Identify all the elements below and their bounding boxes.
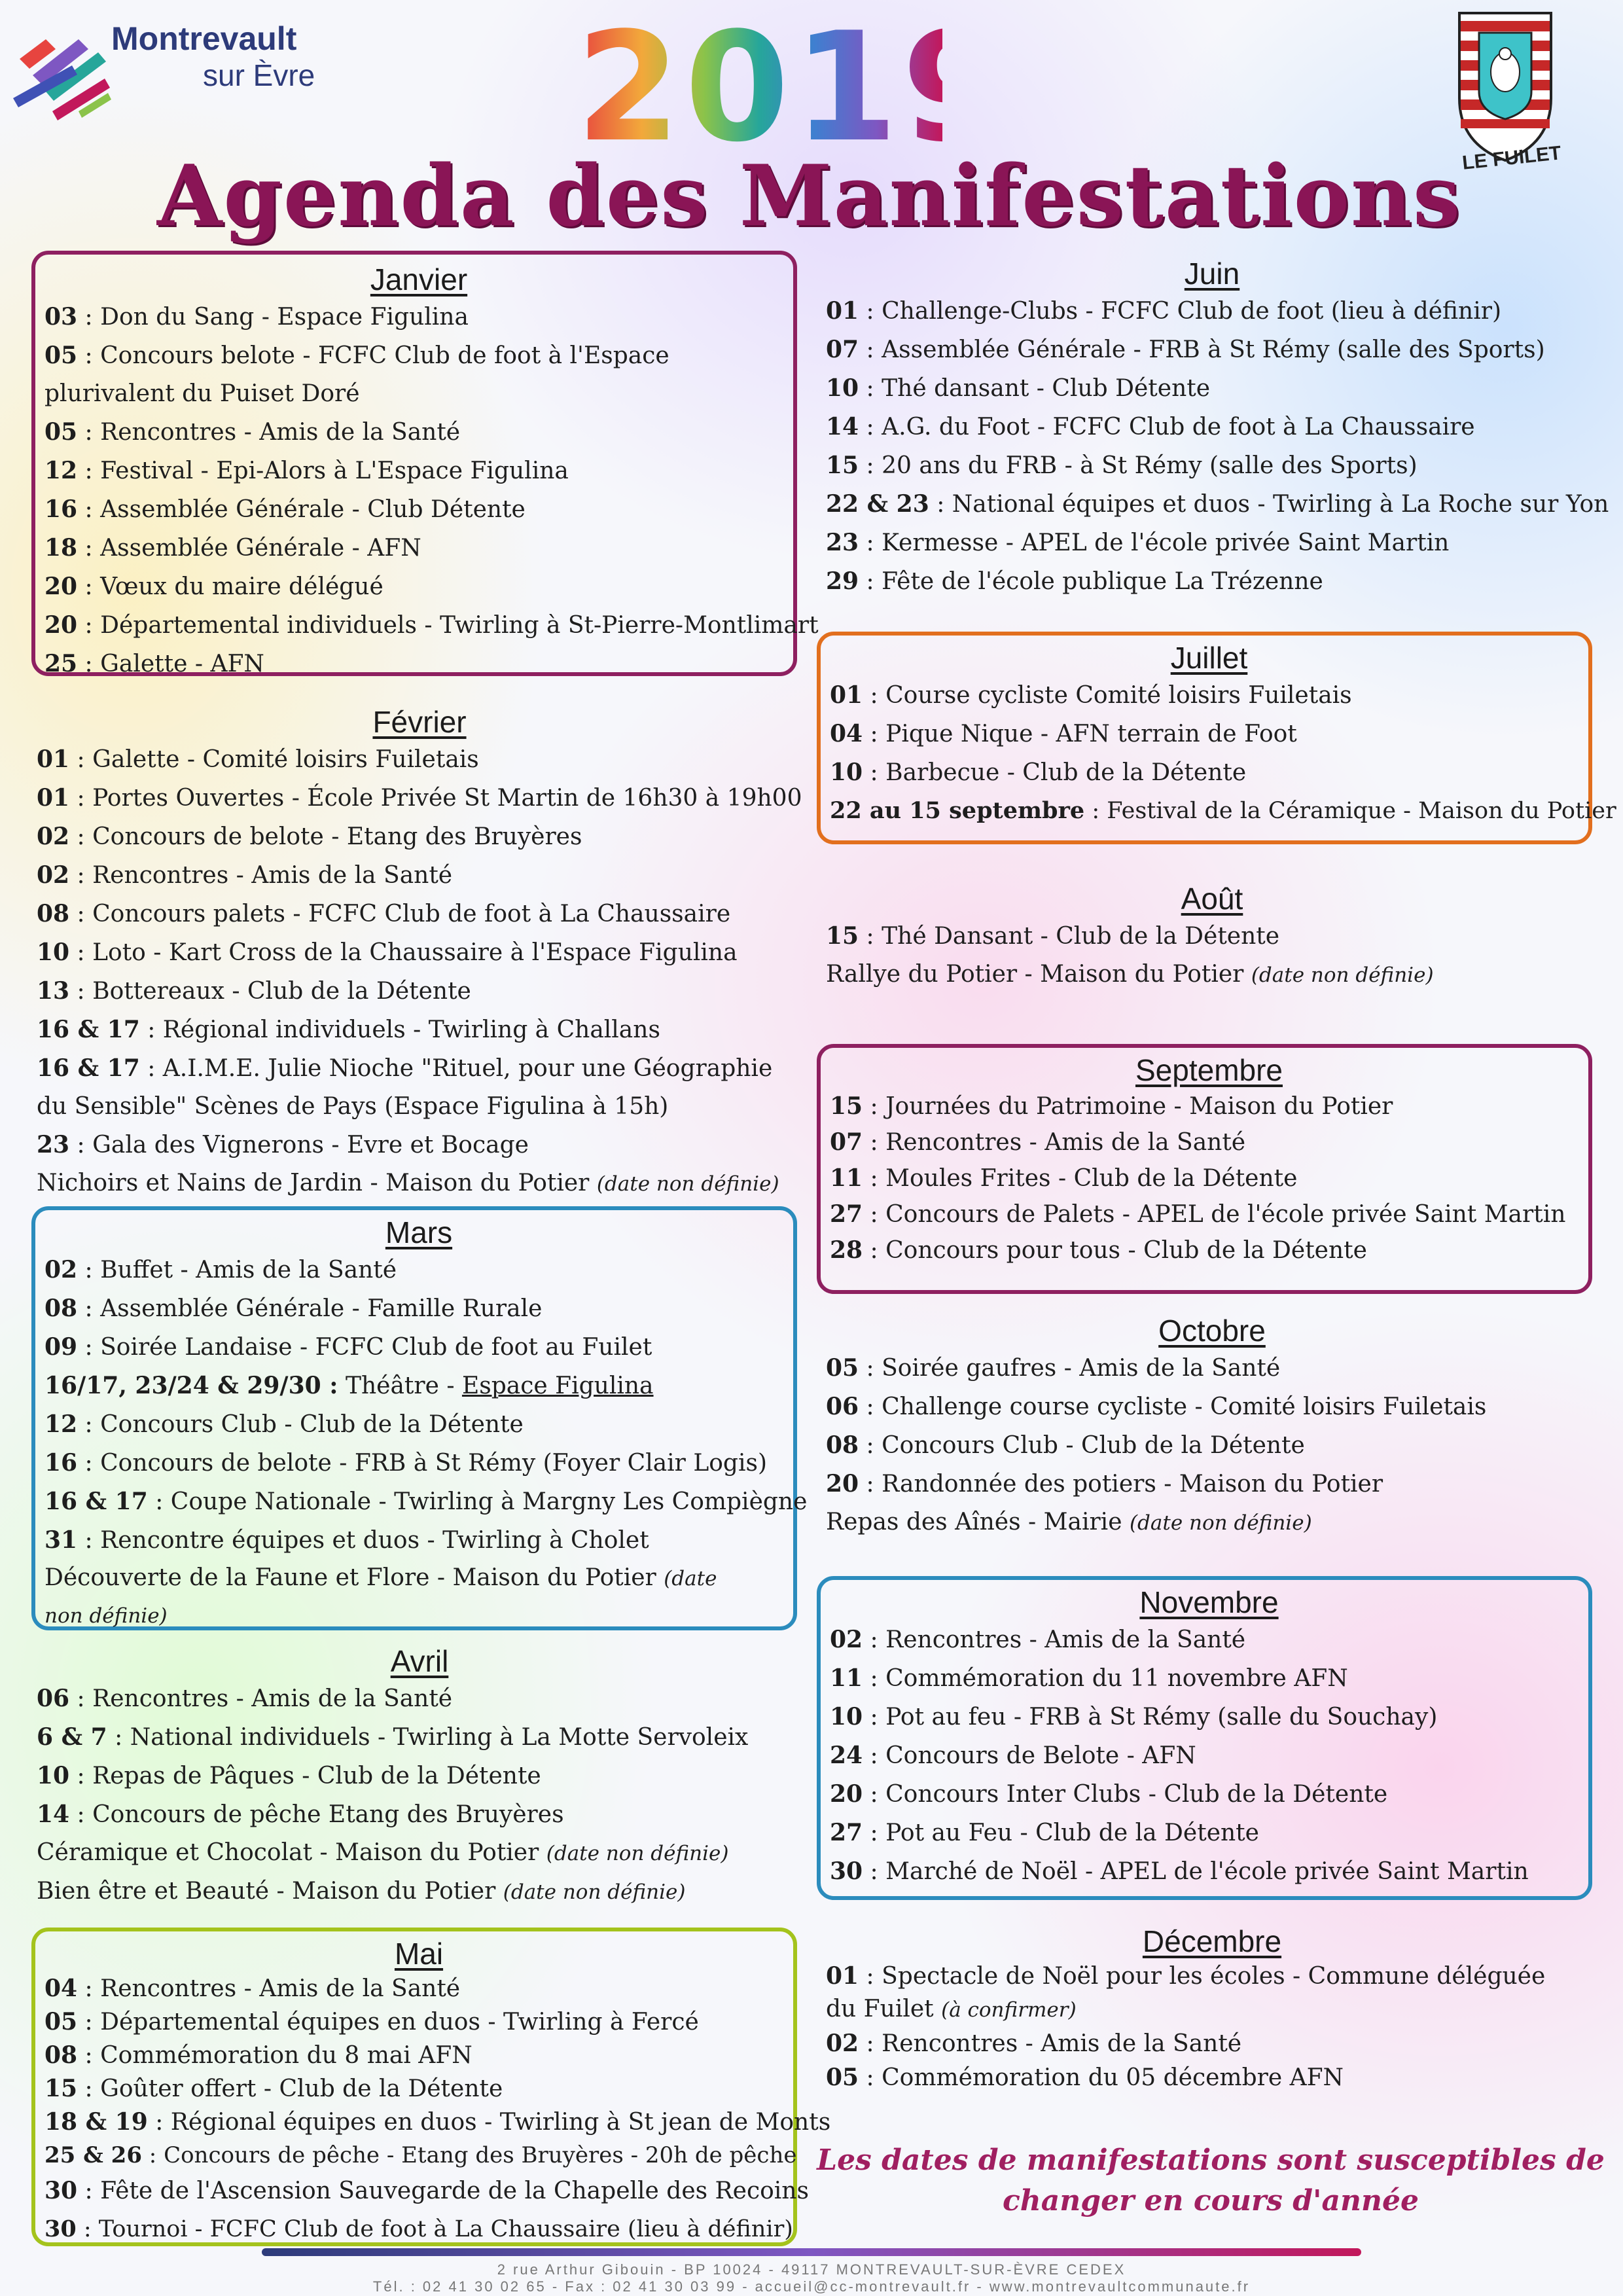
- event-item: 20 : Vœux du maire délégué: [45, 573, 383, 600]
- logo-ribbons-icon: [7, 20, 111, 131]
- event-item: 10 : Pot au feu - FRB à St Rémy (salle du Souchay): [830, 1703, 1438, 1731]
- event-item: 12 : Concours Club - Club de la Détente: [45, 1410, 524, 1438]
- event-item: 06 : Rencontres - Amis de la Santé: [37, 1685, 453, 1712]
- event-item: 16 : Concours de belote - FRB à St Rémy (Foyer Clair Logis): [45, 1449, 767, 1477]
- event-item: 29 : Fête de l'école publique La Trézenne: [826, 567, 1323, 595]
- event-item-undated: Céramique et Chocolat - Maison du Potier (date non définie): [37, 1839, 729, 1866]
- event-item: 11 : Commémoration du 11 novembre AFN: [830, 1664, 1348, 1692]
- month-title: Août: [1181, 882, 1243, 916]
- event-list: [37, 1679, 802, 1911]
- event-list: [826, 917, 1598, 994]
- event-item: 14 : Concours de pêche Etang des Bruyères: [37, 1801, 564, 1828]
- event-item: 30 : Marché de Noël - APEL de l'école privée Saint Martin: [830, 1857, 1529, 1885]
- month-title: Avril: [390, 1644, 449, 1678]
- disclaimer-note: Les dates de manifestations sont susceptibles de changer en cours d'année: [817, 2144, 1605, 2217]
- event-item: 05 : Départemental équipes en duos - Twirling à Fercé: [45, 2008, 699, 2036]
- event-item: 08 : Concours Club - Club de la Détente: [826, 1431, 1305, 1459]
- event-item: 05 : Soirée gaufres - Amis de la Santé: [826, 1354, 1281, 1382]
- event-list: [830, 1088, 1588, 1268]
- event-item: 15 : Journées du Patrimoine - Maison du Potier: [830, 1092, 1393, 1120]
- footer-address: [0, 2261, 1623, 2295]
- event-item: 03 : Don du Sang - Espace Figulina: [45, 303, 469, 331]
- event-item: 04 : Pique Nique - AFN terrain de Foot: [830, 720, 1297, 747]
- month-title: Juin: [1184, 257, 1240, 291]
- event-list: [830, 676, 1616, 830]
- event-item-undated: Découverte de la Faune et Flore - Maison du Potier (date non définie): [45, 1564, 717, 1628]
- event-item: 22 & 23 : National équipes et duos - Twirling à La Roche sur Yon: [826, 490, 1609, 518]
- event-list: [45, 1251, 808, 1634]
- event-item: 13 : Bottereaux - Club de la Détente: [37, 977, 471, 1005]
- event-item: 01 : Spectacle de Noël pour les écoles - Commune déléguée du Fuilet (à confirmer): [826, 1962, 1546, 2022]
- event-item: 16 : Assemblée Générale - Club Détente: [45, 495, 526, 523]
- month-juillet: [817, 632, 1616, 844]
- event-item: 30 : Fête de l'Ascension Sauvegarde de la Chapelle des Recoins: [45, 2177, 809, 2204]
- event-item: 15 : Goûter offert - Club de la Détente: [45, 2075, 503, 2102]
- event-item-undated: Rallye du Potier - Maison du Potier (date non définie): [826, 961, 1434, 988]
- event-item: 01 : Portes Ouvertes - École Privée St Martin de 16h30 à 19h00: [37, 784, 802, 812]
- crest-label: LE FUILET: [1461, 142, 1563, 174]
- event-item: 27 : Pot au Feu - Club de la Détente: [830, 1819, 1259, 1846]
- event-item: 10 : Loto - Kart Cross de la Chaussaire à l'Espace Figulina: [37, 939, 738, 966]
- event-item: 01 : Course cycliste Comité loisirs Fuiletais: [830, 681, 1352, 709]
- page-title: Agenda des Manifestations: [157, 147, 1462, 245]
- month-title: Septembre: [1135, 1053, 1283, 1087]
- event-item: 25 & 26 : Concours de pêche - Etang des Bruyères - 20h de pêche: [45, 2142, 797, 2168]
- event-item: 02 : Rencontres - Amis de la Santé: [37, 861, 453, 889]
- event-item: 20 : Concours Inter Clubs - Club de la Détente: [830, 1780, 1388, 1808]
- month-septembre: [817, 1044, 1592, 1294]
- event-item: 24 : Concours de Belote - AFN: [830, 1742, 1196, 1769]
- event-item: 07 : Assemblée Générale - FRB à St Rémy (salle des Sports): [826, 336, 1545, 363]
- event-item: 16 & 17 : Coupe Nationale - Twirling à Margny Les Compiègne: [45, 1488, 808, 1515]
- event-item: 06 : Challenge course cycliste - Comité loisirs Fuiletais: [826, 1393, 1487, 1420]
- event-item: 14 : A.G. du Foot - FCFC Club de foot à La Chaussaire: [826, 413, 1475, 440]
- event-item: 22 au 15 septembre : Festival de la Céramique - Maison du Potier: [830, 797, 1616, 824]
- event-item: 25 : Galette - AFN: [45, 650, 264, 677]
- event-item-undated: Bien être et Beauté - Maison du Potier (date non définie): [37, 1878, 686, 1905]
- month-decembre: [826, 1923, 1598, 2094]
- event-item: 05 : Concours belote - FCFC Club de foot à l'Espace plurivalent du Puiset Doré: [45, 342, 669, 407]
- event-item: 04 : Rencontres - Amis de la Santé: [45, 1975, 461, 2002]
- event-item: 15 : Thé Dansant - Club de la Détente: [826, 922, 1280, 950]
- event-item: 28 : Concours pour tous - Club de la Détente: [830, 1236, 1367, 1264]
- event-item: 23 : Gala des Vignerons - Evre et Bocage: [37, 1131, 529, 1158]
- event-item: 10 : Barbecue - Club de la Détente: [830, 759, 1247, 786]
- event-list: [826, 1960, 1598, 2094]
- month-title: Mars: [385, 1215, 453, 1249]
- month-juin: [826, 255, 1609, 601]
- month-octobre: [826, 1312, 1598, 1542]
- event-list: [830, 1621, 1588, 1891]
- event-item: 15 : 20 ans du FRB - à St Rémy (salle des Sports): [826, 452, 1418, 479]
- address-line: 2 rue Arthur Gibouin - BP 10024 - 49117 MONTREVAULT-SUR-ÈVRE CEDEX: [497, 2261, 1126, 2278]
- event-item: 23 : Kermesse - APEL de l'école privée Saint Martin: [826, 529, 1450, 556]
- event-item: 11 : Moules Frites - Club de la Détente: [830, 1164, 1298, 1192]
- event-item: 18 & 19 : Régional équipes en duos - Twirling à St jean de Monts: [45, 2108, 831, 2136]
- month-title: Octobre: [1158, 1314, 1266, 1348]
- month-title: Novembre: [1139, 1585, 1279, 1619]
- month-novembre: [817, 1576, 1592, 1900]
- event-item: 05 : Rencontres - Amis de la Santé: [45, 418, 461, 446]
- event-list: [45, 298, 819, 683]
- event-list: [37, 740, 802, 1203]
- event-item: 10 : Repas de Pâques - Club de la Détente: [37, 1762, 541, 1789]
- event-item: 02 : Rencontres - Amis de la Santé: [830, 1626, 1246, 1653]
- event-list: [45, 1972, 831, 2248]
- month-fevrier: [37, 704, 802, 1203]
- month-title: Février: [372, 705, 467, 739]
- logo-subtitle: sur Èvre: [203, 58, 315, 92]
- year-heading: 2019: [576, 1, 1011, 175]
- month-avril: [37, 1643, 802, 1911]
- event-item: 02 : Rencontres - Amis de la Santé: [826, 2030, 1242, 2057]
- event-item: 09 : Soirée Landaise - FCFC Club de foot au Fuilet: [45, 1333, 652, 1361]
- month-aout: [826, 880, 1598, 994]
- event-list: [826, 1349, 1598, 1542]
- event-item-undated: Repas des Aînés - Mairie (date non définie): [826, 1509, 1312, 1535]
- event-list: [826, 292, 1609, 601]
- month-title: Janvier: [370, 262, 468, 296]
- month-mars: [31, 1206, 808, 1630]
- montrevault-logo: [7, 13, 334, 131]
- month-title: Mai: [394, 1937, 444, 1971]
- event-item: 6 & 7 : National individuels - Twirling à La Motte Servoleix: [37, 1723, 749, 1751]
- footer-divider: [262, 2248, 1361, 2256]
- month-title: Décembre: [1142, 1924, 1282, 1958]
- event-item: 02 : Concours de belote - Etang des Bruyères: [37, 823, 582, 850]
- event-item-undated: Nichoirs et Nains de Jardin - Maison du Potier (date non définie): [37, 1170, 779, 1196]
- logo-name: Montrevault: [111, 20, 297, 57]
- event-item: 01 : Challenge-Clubs - FCFC Club de foot (lieu à définir): [826, 297, 1501, 325]
- event-item: 05 : Commémoration du 05 décembre AFN: [826, 2064, 1344, 2091]
- month-janvier: [31, 251, 819, 677]
- event-item: 07 : Rencontres - Amis de la Santé: [830, 1128, 1246, 1156]
- event-item: 27 : Concours de Palets - APEL de l'école privée Saint Martin: [830, 1200, 1566, 1228]
- contact-line: Tél. : 02 41 30 02 65 - Fax : 02 41 30 03 99 - accueil@cc-montrevault.fr - www.montrevaultcommunaute.fr: [372, 2278, 1251, 2295]
- event-item: 30 : Tournoi - FCFC Club de foot à La Chaussaire (lieu à définir): [45, 2215, 793, 2242]
- event-item: 08 : Commémoration du 8 mai AFN: [45, 2041, 473, 2069]
- month-mai: [31, 1928, 831, 2246]
- event-item: 08 : Assemblée Générale - Famille Rurale: [45, 1295, 543, 1322]
- event-item: 01 : Galette - Comité loisirs Fuiletais: [37, 745, 479, 773]
- event-item: 18 : Assemblée Générale - AFN: [45, 534, 421, 562]
- month-title: Juillet: [1170, 641, 1248, 675]
- event-item: 16 & 17 : A.I.M.E. Julie Nioche "Rituel, pour une Géographie du Sensible" Scènes de Pays (Espace Figulina à 15h): [37, 1054, 773, 1120]
- event-item: 20 : Randonnée des potiers - Maison du Potier: [826, 1470, 1383, 1498]
- event-item-theatre: 16/17, 23/24 & 29/30 : Théâtre - Espace Figulina: [45, 1372, 654, 1399]
- event-item: 08 : Concours palets - FCFC Club de foot à La Chaussaire: [37, 900, 731, 927]
- event-item: 02 : Buffet - Amis de la Santé: [45, 1256, 397, 1283]
- event-item: 31 : Rencontre équipes et duos - Twirling à Cholet: [45, 1526, 649, 1554]
- event-item: 10 : Thé dansant - Club Détente: [826, 374, 1211, 402]
- event-item: 12 : Festival - Epi-Alors à L'Espace Figulina: [45, 457, 569, 484]
- event-item: 20 : Départemental individuels - Twirling à St-Pierre-Montlimart: [45, 611, 819, 639]
- event-item: 16 & 17 : Régional individuels - Twirling à Challans: [37, 1016, 660, 1043]
